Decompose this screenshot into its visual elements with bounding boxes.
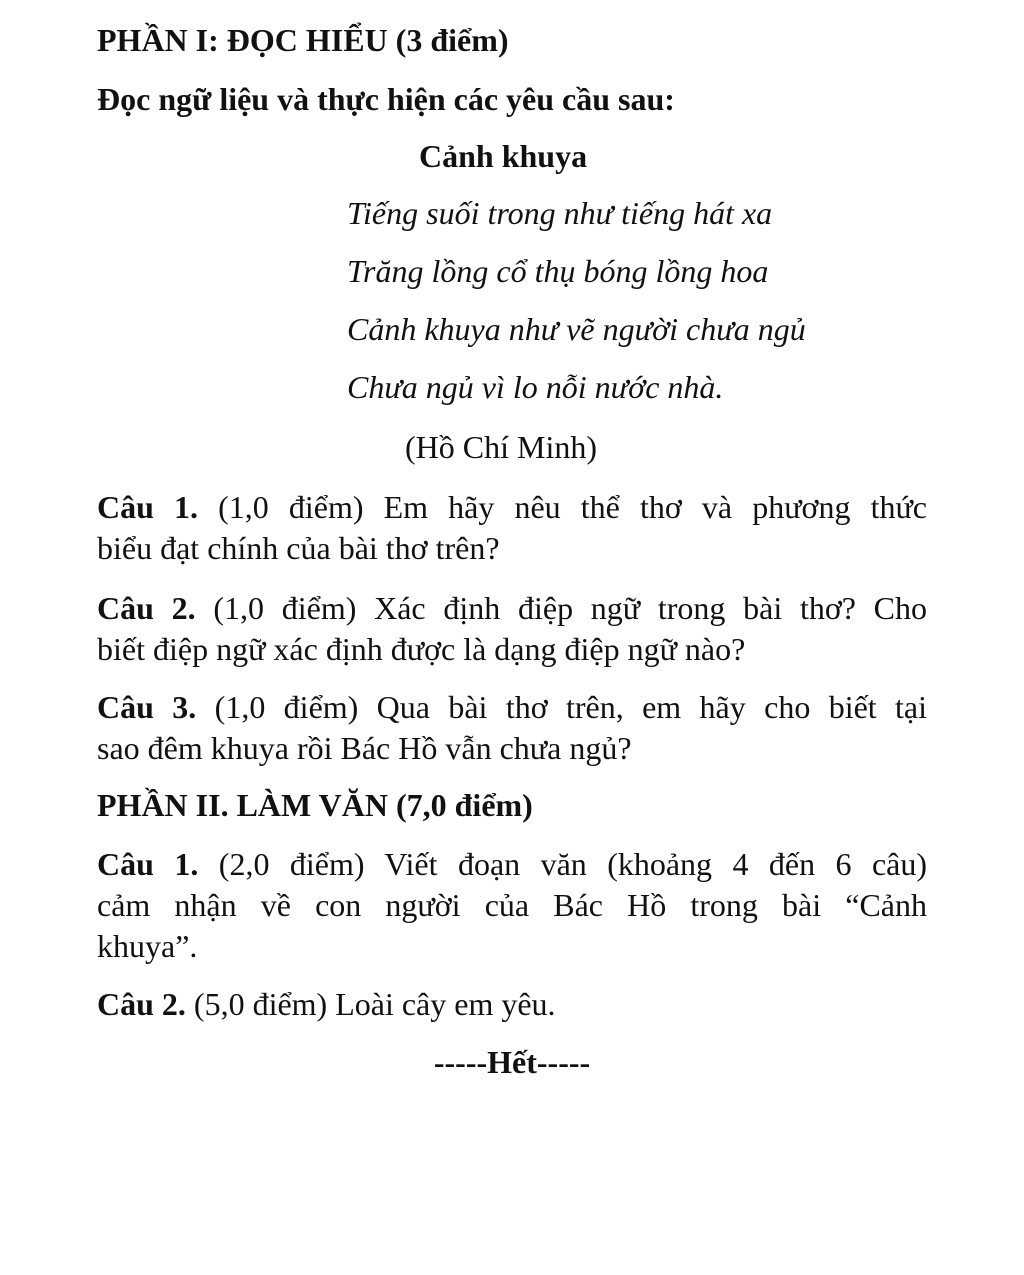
question-label: Câu 3. (97, 689, 197, 725)
question-text-cont: cảm nhận về con người của Bác Hồ trong bài “Cảnh (97, 887, 927, 923)
part1-question-2 (97, 588, 927, 670)
question-label: Câu 1. (97, 489, 199, 525)
part1-heading: PHẦN I: ĐỌC HIỂU (3 điểm) (97, 22, 509, 58)
poem-line-2: Trăng lồng cổ thụ bóng lồng hoa (347, 253, 769, 289)
part2-heading: PHẦN II. LÀM VĂN (7,0 điểm) (97, 787, 533, 823)
part1-question-1 (97, 487, 927, 569)
question-text-cont: biết điệp ngữ xác định được là dạng điệp ngữ nào? (97, 631, 746, 667)
poem-title: Cảnh khuya (419, 138, 588, 174)
question-label: Câu 2. (97, 590, 196, 626)
question-text-cont: sao đêm khuya rồi Bác Hồ vẫn chưa ngủ? (97, 730, 632, 766)
question-text: (5,0 điểm) Loài cây em yêu. (193, 986, 556, 1022)
question-text-end: khuya”. (97, 928, 198, 964)
question-text: (2,0 điểm) Viết đoạn văn (khoảng 4 đến 6 câu) (218, 846, 928, 882)
poem-line-4: Chưa ngủ vì lo nỗi nước nhà. (347, 369, 724, 405)
poem-line-3: Cảnh khuya như vẽ người chưa ngủ (347, 311, 806, 347)
part1-instruction: Đọc ngữ liệu và thực hiện các yêu cầu sau: (97, 81, 675, 117)
part1-question-3 (97, 687, 927, 769)
question-text: (1,0 điểm) Xác định điệp ngữ trong bài thơ? Cho (213, 590, 928, 626)
question-text: (1,0 điểm) Em hãy nêu thể thơ và phương thức (218, 489, 928, 525)
end-mark: -----Hết----- (433, 1044, 591, 1080)
part2-question-2 (97, 984, 556, 1024)
poem-line-1: Tiếng suối trong như tiếng hát xa (347, 195, 773, 231)
question-label: Câu 1. (97, 846, 199, 882)
question-text-cont: biểu đạt chính của bài thơ trên? (97, 530, 500, 566)
part2-question-1 (97, 844, 927, 967)
poem-author: (Hồ Chí Minh) (405, 429, 597, 465)
question-text: (1,0 điểm) Qua bài thơ trên, em hãy cho biết tại (214, 689, 928, 725)
question-label: Câu 2. (97, 986, 186, 1022)
